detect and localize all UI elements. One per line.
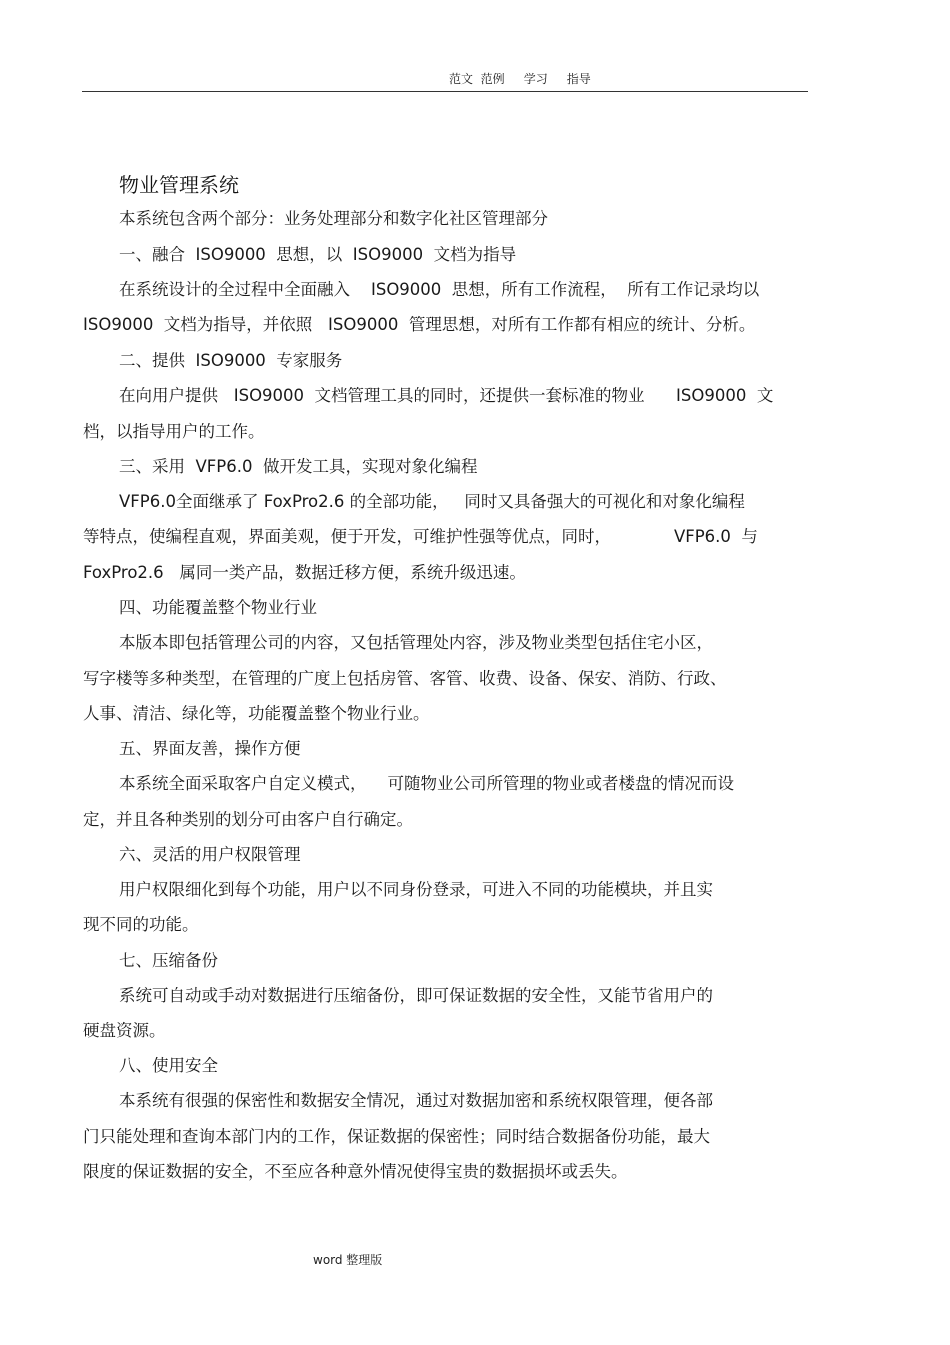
paragraph-line: 人事、清洁、绿化等，功能覆盖整个物业行业。 [83,704,430,723]
paragraph-line: 定，并且各种类别的划分可由客户自行确定。 [83,810,413,829]
section-heading-3: 三、采用 VFP6.0 做开发工具，实现对象化编程 [119,457,478,476]
section-heading-5: 五、界面友善，操作方便 [119,739,301,758]
paragraph-line: ISO9000 文档为指导，并依照 ISO9000 管理思想，对所有工作都有相应的统计、分析。 [83,315,756,334]
paragraph-line: 本系统全面采取客户自定义模式， 可随物业公司所管理的物业或者楼盘的情况而设 [119,774,734,793]
section-heading-2: 二、提供 ISO9000 专家服务 [119,351,343,370]
paragraph-line: 门只能处理和查询本部门内的工作，保证数据的保密性；同时结合数据备份功能，最大 [83,1127,710,1146]
paragraph-line: 硬盘资源。 [83,1021,166,1040]
paragraph-line: 等特点，使编程直观，界面美观，便于开发，可维护性强等优点，同时， VFP6.0 与 [83,527,758,546]
paragraph-line: 系统可自动或手动对数据进行压缩备份，即可保证数据的安全性，又能节省用户的 [119,986,713,1005]
paragraph-line: 在系统设计的全过程中全面融入 ISO9000 思想，所有工作流程， 所有工作记录均以 [119,280,760,299]
paragraph-line: 本系统有很强的保密性和数据安全情况，通过对数据加密和系统权限管理，便各部 [119,1091,713,1110]
page-footer: word 整理版 [313,1253,383,1267]
paragraph-line: 档，以指导用户的工作。 [83,422,265,441]
paragraph-line: 用户权限细化到每个功能，用户以不同身份登录，可进入不同的功能模块，并且实 [119,880,713,899]
section-heading-6: 六、灵活的用户权限管理 [119,845,301,864]
paragraph-line: 现不同的功能。 [83,915,199,934]
section-heading-8: 八、使用安全 [119,1056,218,1075]
paragraph-line: VFP6.0全面继承了 FoxPro2.6 的全部功能， 同时又具备强大的可视化和对象化编程 [119,492,745,511]
header-rule [82,91,808,92]
paragraph-line: 在向用户提供 ISO9000 文档管理工具的同时，还提供一套标准的物业 ISO9000 文 [119,386,774,405]
paragraph-line: 写字楼等多种类型，在管理的广度上包括房管、客管、收费、设备、保安、消防、行政、 [83,669,727,688]
paragraph-line: 本版本即包括管理公司的内容，又包括管理处内容，涉及物业类型包括住宅小区， [119,633,713,652]
paragraph-line: 限度的保证数据的安全，不至应各种意外情况使得宝贵的数据损坏或丢失。 [83,1162,628,1181]
intro-line: 本系统包含两个部分：业务处理部分和数字化社区管理部分 [119,209,548,228]
paragraph-line: FoxPro2.6 属同一类产品，数据迁移方便，系统升级迅速。 [83,563,526,582]
document-title: 物业管理系统 [119,173,239,197]
section-heading-1: 一、融合 ISO9000 思想，以 ISO9000 文档为指导 [119,245,517,264]
section-heading-7: 七、压缩备份 [119,951,218,970]
section-heading-4: 四、功能覆盖整个物业行业 [119,598,317,617]
page-header: 范文 范例 学习 指导 [449,72,591,86]
